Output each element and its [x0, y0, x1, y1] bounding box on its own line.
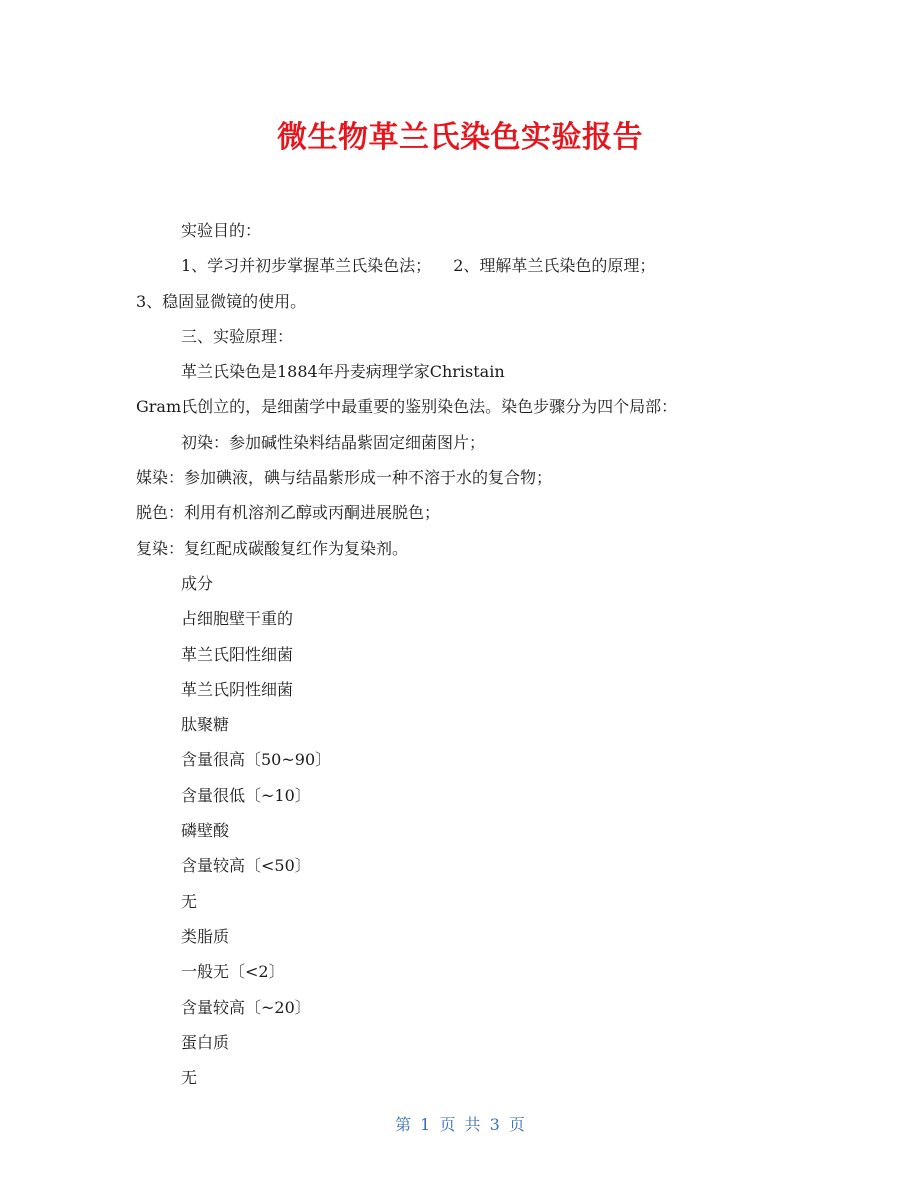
purpose-heading: 实验目的：	[181, 221, 262, 240]
purpose-item-1: 1、学习并初步掌握革兰氏染色法；	[181, 256, 432, 276]
step-decolorize: 脱色：利用有机溶剂乙醇或丙酮进展脱色；	[136, 503, 441, 523]
page-indicator: 第 1 页 共 3 页	[395, 1115, 525, 1134]
document-title: 微生物革兰氏染色实验报告	[277, 120, 643, 155]
step-mordant: 媒染：参加碘液，碘与结晶紫形成一种不溶于水的复合物；	[136, 468, 553, 488]
principle-heading: 三、实验原理：	[181, 326, 294, 346]
table-cell: 无	[181, 1068, 198, 1088]
purpose-line-1-2	[0, 248, 920, 283]
table-cell: 肽聚糖	[181, 715, 230, 735]
table-cell: 磷壁酸	[181, 821, 230, 841]
table-cell: 含量很高〔50~90〕	[181, 750, 332, 770]
table-cell: 含量较高〔<50〕	[181, 856, 311, 876]
table-cell: 占细胞壁干重的	[181, 609, 294, 629]
table-cell: 革兰氏阳性细菌	[181, 644, 294, 664]
table-cell: 一般无〔<2〕	[181, 962, 285, 982]
table-cell: 无	[181, 891, 198, 911]
purpose-item-3: 3、稳固显微镜的使用。	[136, 291, 307, 311]
principle-paragraph-line-1: 革兰氏染色是1884年丹麦病理学家Christain	[181, 362, 505, 382]
table-cell: 蛋白质	[181, 1032, 230, 1052]
step-initial-stain: 初染：参加碱性染料结晶紫固定细菌图片；	[181, 432, 486, 452]
table-cell: 革兰氏阴性细菌	[181, 679, 294, 699]
step-counterstain: 复染：复红配成碳酸复红作为复染剂。	[136, 538, 409, 558]
table-cell: 类脂质	[181, 926, 230, 946]
principle-paragraph-line-2: Gram氏创立的，是细菌学中最重要的鉴别染色法。染色步骤分为四个局部：	[136, 397, 678, 417]
document-body	[0, 213, 920, 1095]
table-cell: 含量很低〔~10〕	[181, 785, 311, 805]
table-cell: 含量较高〔~20〕	[181, 997, 311, 1017]
table-cell: 成分	[181, 573, 214, 593]
purpose-item-2: 2、理解革兰氏染色的原理；	[453, 256, 656, 276]
